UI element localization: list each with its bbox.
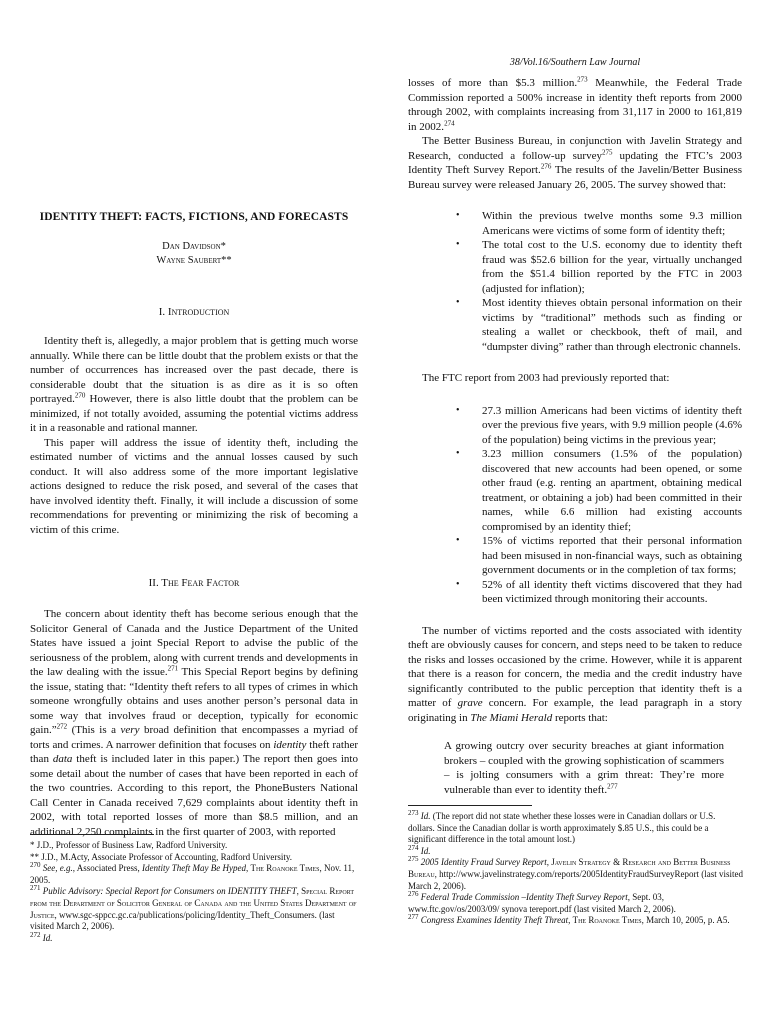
list-item-text: The total cost to the U.S. economy due to identity theft fraud was $52.6 billion for the year, virtually unchanged from the $51.4 billion reported by the FTC in 2003 (adjusted for inflation); (482, 239, 742, 295)
list-item-text: 15% of victims reported that their personal information had been misused in non-financial ways, such as obtaining government documents or in the completion of tax forms; (482, 535, 742, 576)
organization-name: Special Report from the Department of Solicitor General of Canada and the United States Department of Justice (30, 886, 357, 920)
ftc-lead-in: The FTC report from 2003 had previously reported that: (422, 372, 670, 384)
cited-title: Federal Trade Commission –Identity Theft Survey Report (420, 892, 628, 903)
left-column (30, 205, 358, 839)
footnote-275 (408, 857, 744, 892)
section-heading-fear-factor: II. The Fear Factor (148, 577, 240, 589)
footnote-276 (408, 892, 744, 915)
footnotes-left (30, 834, 360, 944)
footnote-ref[interactable]: 274 (444, 118, 455, 127)
text-run: However, there is also little doubt that the problem can be minimized, if not totally avoided, assuming the potential victims address it in a reasonable and rational manner. (30, 393, 358, 434)
id-citation: Id. (420, 845, 431, 856)
cited-title: Identity Theft May Be Hyped (141, 863, 246, 874)
footnote-271 (30, 886, 360, 932)
emphasis: data (52, 753, 73, 765)
text-run: Meanwhile, the Federal Trade Commission reported a 500% increase in identity theft reports from 2000 through 2002, with complaints increasing from 31,117 in 2000 to 161,819 in 2002. (408, 77, 743, 133)
bullet-icon: • (456, 239, 460, 250)
footnote-author-1: * J.D., Professor of Business Law, Radford University. (30, 840, 228, 850)
text-run: The results of the Javelin/Better Business Bureau survey were released January 26, 2005. The survey showed that: (408, 164, 742, 191)
source-name: The Miami Herald (470, 711, 553, 724)
list-item-text: 52% of all identity theft victims discovered that they had been victimized through monitoring their accounts. (482, 578, 742, 605)
quote-text: A growing outcry over security breaches at giant information brokers – coupled with the growing sophistication of scammers – is jolting consumers with a grim threat: They’re more vulnerable than ever to identity theft. (444, 740, 724, 796)
paragraph-intro-2: This paper will address the issue of identity theft, including the estimated number of victims and the annual losses caused by such conduct. It will also address some of the more important legislative actions designed to reduce the risk posed, and several of the cases that have involved identity theft. Finally, it will include a discussion of some recommendations for preventing or minimizing the risk of becoming a victim of this crime. (30, 436, 358, 536)
signal: See, e.g. (42, 863, 73, 874)
list-item (456, 238, 742, 296)
running-header: 38/Vol.16/Southern Law Journal (509, 57, 641, 68)
list-item-text: 27.3 million Americans had been victims of identity theft over the previous five years, with 9.9 million people (4.6% of the population) being victims in the previous year; (482, 404, 742, 446)
footnote-ref[interactable]: 271 (167, 664, 179, 673)
paragraph-fear-factor (30, 607, 358, 839)
publication-name: The Roanoke Times (250, 863, 320, 874)
list-item (456, 578, 742, 607)
text-run: , http://www.javelinstrategy.com/reports/2005IdentityFraudSurveyReport (last visited March 2, 2006). (408, 868, 743, 891)
bullet-icon: • (456, 404, 460, 416)
footnote-number: 275 (408, 855, 419, 864)
bullet-icon: • (456, 210, 460, 221)
footnote-ref[interactable]: 270 (74, 391, 86, 400)
paragraph-bbb-survey (408, 134, 742, 192)
footnote-ref[interactable]: 275 (601, 147, 613, 156)
survey-bullet-list (408, 209, 742, 354)
footnote-number: 270 (30, 861, 41, 870)
ftc-bullet-list (408, 404, 742, 607)
text-run: concern. For example, the lead paragraph in a story originating in (408, 697, 742, 724)
footnote-number: 277 (408, 913, 419, 922)
text-run: , March 10, 2005, p. A5. (641, 915, 730, 926)
list-item-text: Within the previous twelve months some 9.3 million Americans were victims of some form of identity theft; (482, 210, 742, 237)
bullet-icon: • (456, 535, 460, 546)
text-run: , Nov. 11, 2005. (30, 863, 355, 885)
footnote-273 (408, 811, 744, 846)
emphasis: identity (273, 738, 307, 751)
text-run: , Associated Press, (72, 863, 142, 874)
footnote-274 (408, 843, 744, 858)
id-citation: Id. (42, 932, 53, 943)
footnote-ref[interactable]: 276 (540, 162, 552, 171)
text-run: , (546, 857, 552, 868)
text-run: Identity theft is, allegedly, a major problem that is getting much worse annually. While there can be little doubt that the problem exists or that the number of occurrences has increased over the past decade, there is considerable doubt that the situation is as dire as it is so often portrayed. (30, 335, 358, 405)
footnote-author-2: ** J.D., M.Acty, Associate Professor of Accounting, Radford University. (30, 851, 293, 862)
text-run: The concern about identity theft has become serious enough that the Solicitor General of Canada and the Justice Department of the United States have issued a joint Special Report to advise the public of the seriousness of the problem, along with current trends and developments in the law dealing with the issue. (30, 608, 358, 678)
publication-name: The Roanoke Times (572, 915, 642, 926)
bullet-icon: • (456, 578, 460, 590)
footnote-number: 273 (408, 809, 419, 817)
paragraph-losses (408, 76, 742, 134)
list-item-text: 3.23 million consumers (1.5% of the population) discovered that new accounts had been opened, or some other fraud (e.g. renting an apartment, obtaining medical treatment, or obtaining a job) had been committed in their names, while 6.6 million had existing accounts compromised by an identity thief; (482, 448, 742, 533)
footnotes-right (408, 805, 744, 927)
author-block (30, 240, 358, 268)
block-quote (444, 739, 724, 797)
author-name: Dan Davidson* (162, 241, 226, 252)
text-run: (This is a (67, 724, 121, 736)
list-item (456, 447, 742, 534)
footnote-ref[interactable]: 272 (56, 722, 68, 731)
bullet-icon: • (456, 297, 460, 308)
text-run: , www.sgc-sppcc.gc.ca/publications/policing/Identity_Theft_Consumers. (last visited March 2, 2006). (30, 909, 335, 932)
right-column (408, 57, 742, 797)
emphasis: grave (457, 697, 483, 709)
footnote-272 (30, 930, 360, 945)
text-run: theft rather than (30, 738, 358, 765)
text-run: The Better Business Bureau, in conjunction with Javelin Strategy and Research, conducted a follow-up survey (408, 135, 742, 162)
list-item (456, 404, 742, 448)
list-item (456, 209, 742, 238)
id-citation: Id. (420, 811, 431, 821)
footnote-ref[interactable]: 273 (577, 75, 588, 84)
article-title: IDENTITY THEFT: FACTS, FICTIONS, AND FORECASTS (39, 211, 349, 223)
text-run: updating the FTC’s 2003 Identity Theft Survey Report. (408, 149, 742, 176)
footnote-number: 274 (408, 843, 419, 852)
footnote-ref[interactable]: 277 (607, 781, 618, 790)
footnote-divider (408, 805, 532, 806)
text-run: This Special Report begins by defining the issue, stating that: “Identity theft refers to all types of crimes in which someone wrongfully obtains and uses another person’s personal data in some way that involves fraud or deception, typically for economic gain.” (30, 666, 358, 736)
author-name: Wayne Saubert** (156, 255, 232, 266)
paragraph-concern (408, 624, 742, 726)
text-run: broad definition that encompasses a myriad of torts and crimes. A narrower definition that focuses on (30, 724, 358, 751)
list-item (456, 296, 742, 354)
footnote-number: 272 (30, 930, 41, 939)
text-run: theft is included later in this paper.) The report then goes into some detail about the number of cases that have been reported in each of the two countries. According to this report, the PhoneBusters National Call Center in Canada received 7,629 complaints about identity theft in 2002, with total reported losses of more than $8.5 million, and an additional 2,250 complaints in the first quarter of 2003, with reported (30, 753, 358, 838)
text-run: losses of more than $5.3 million. (408, 77, 578, 89)
list-item-text: Most identity thieves obtain personal information on their victims by “traditional” methods such as finding or stealing a wallet or checkbook, theft of mail, and “dumpster diving” rather than through electronic channels. (482, 297, 742, 353)
text-run: , (296, 886, 302, 897)
cited-title: Congress Examines Identity Theft Threat (420, 915, 569, 926)
emphasis: very (120, 724, 140, 736)
text-run: The number of victims reported and the costs associated with identity theft are obviously causes for concern, and steps need to be taken to reduce the risks and losses occasioned by the crime. However, while it is apparent that there is a reason for concern, the media and the credit industry have significantly contributed to the public perception that identity theft is a matter of (408, 624, 742, 709)
text-run: , Sept. 03, www.ftc.gov/os/2003/09/ synova tereport.pdf (last visited March 2, 2006). (408, 892, 676, 914)
paragraph-intro-1 (30, 334, 358, 436)
list-item (456, 534, 742, 578)
footnote-divider (30, 834, 154, 835)
organization-name: Javelin Strategy & Research and Better Business Bureau (408, 857, 731, 879)
text-run: , (245, 863, 251, 874)
cited-title: 2005 Identity Fraud Survey Report (420, 857, 547, 868)
bullet-icon: • (456, 448, 460, 459)
footnote-270 (30, 863, 360, 886)
text-run: , (568, 915, 573, 926)
text-run: (The report did not state whether these losses were in Canadian dollars or U.S. dollars. Since the Canadian dollar is worth approximately $.85 U.S., this could be a significant difference in the total amount lost.) (408, 811, 716, 845)
footnote-number: 271 (30, 884, 41, 893)
cited-title: Public Advisory: Special Report for Consumers on IDENTITY THEFT (42, 886, 297, 897)
footnote-number: 276 (408, 890, 419, 899)
text-run: reports that: (552, 711, 608, 724)
footnote-277 (408, 915, 744, 927)
section-heading-introduction: I. Introduction (158, 306, 230, 318)
